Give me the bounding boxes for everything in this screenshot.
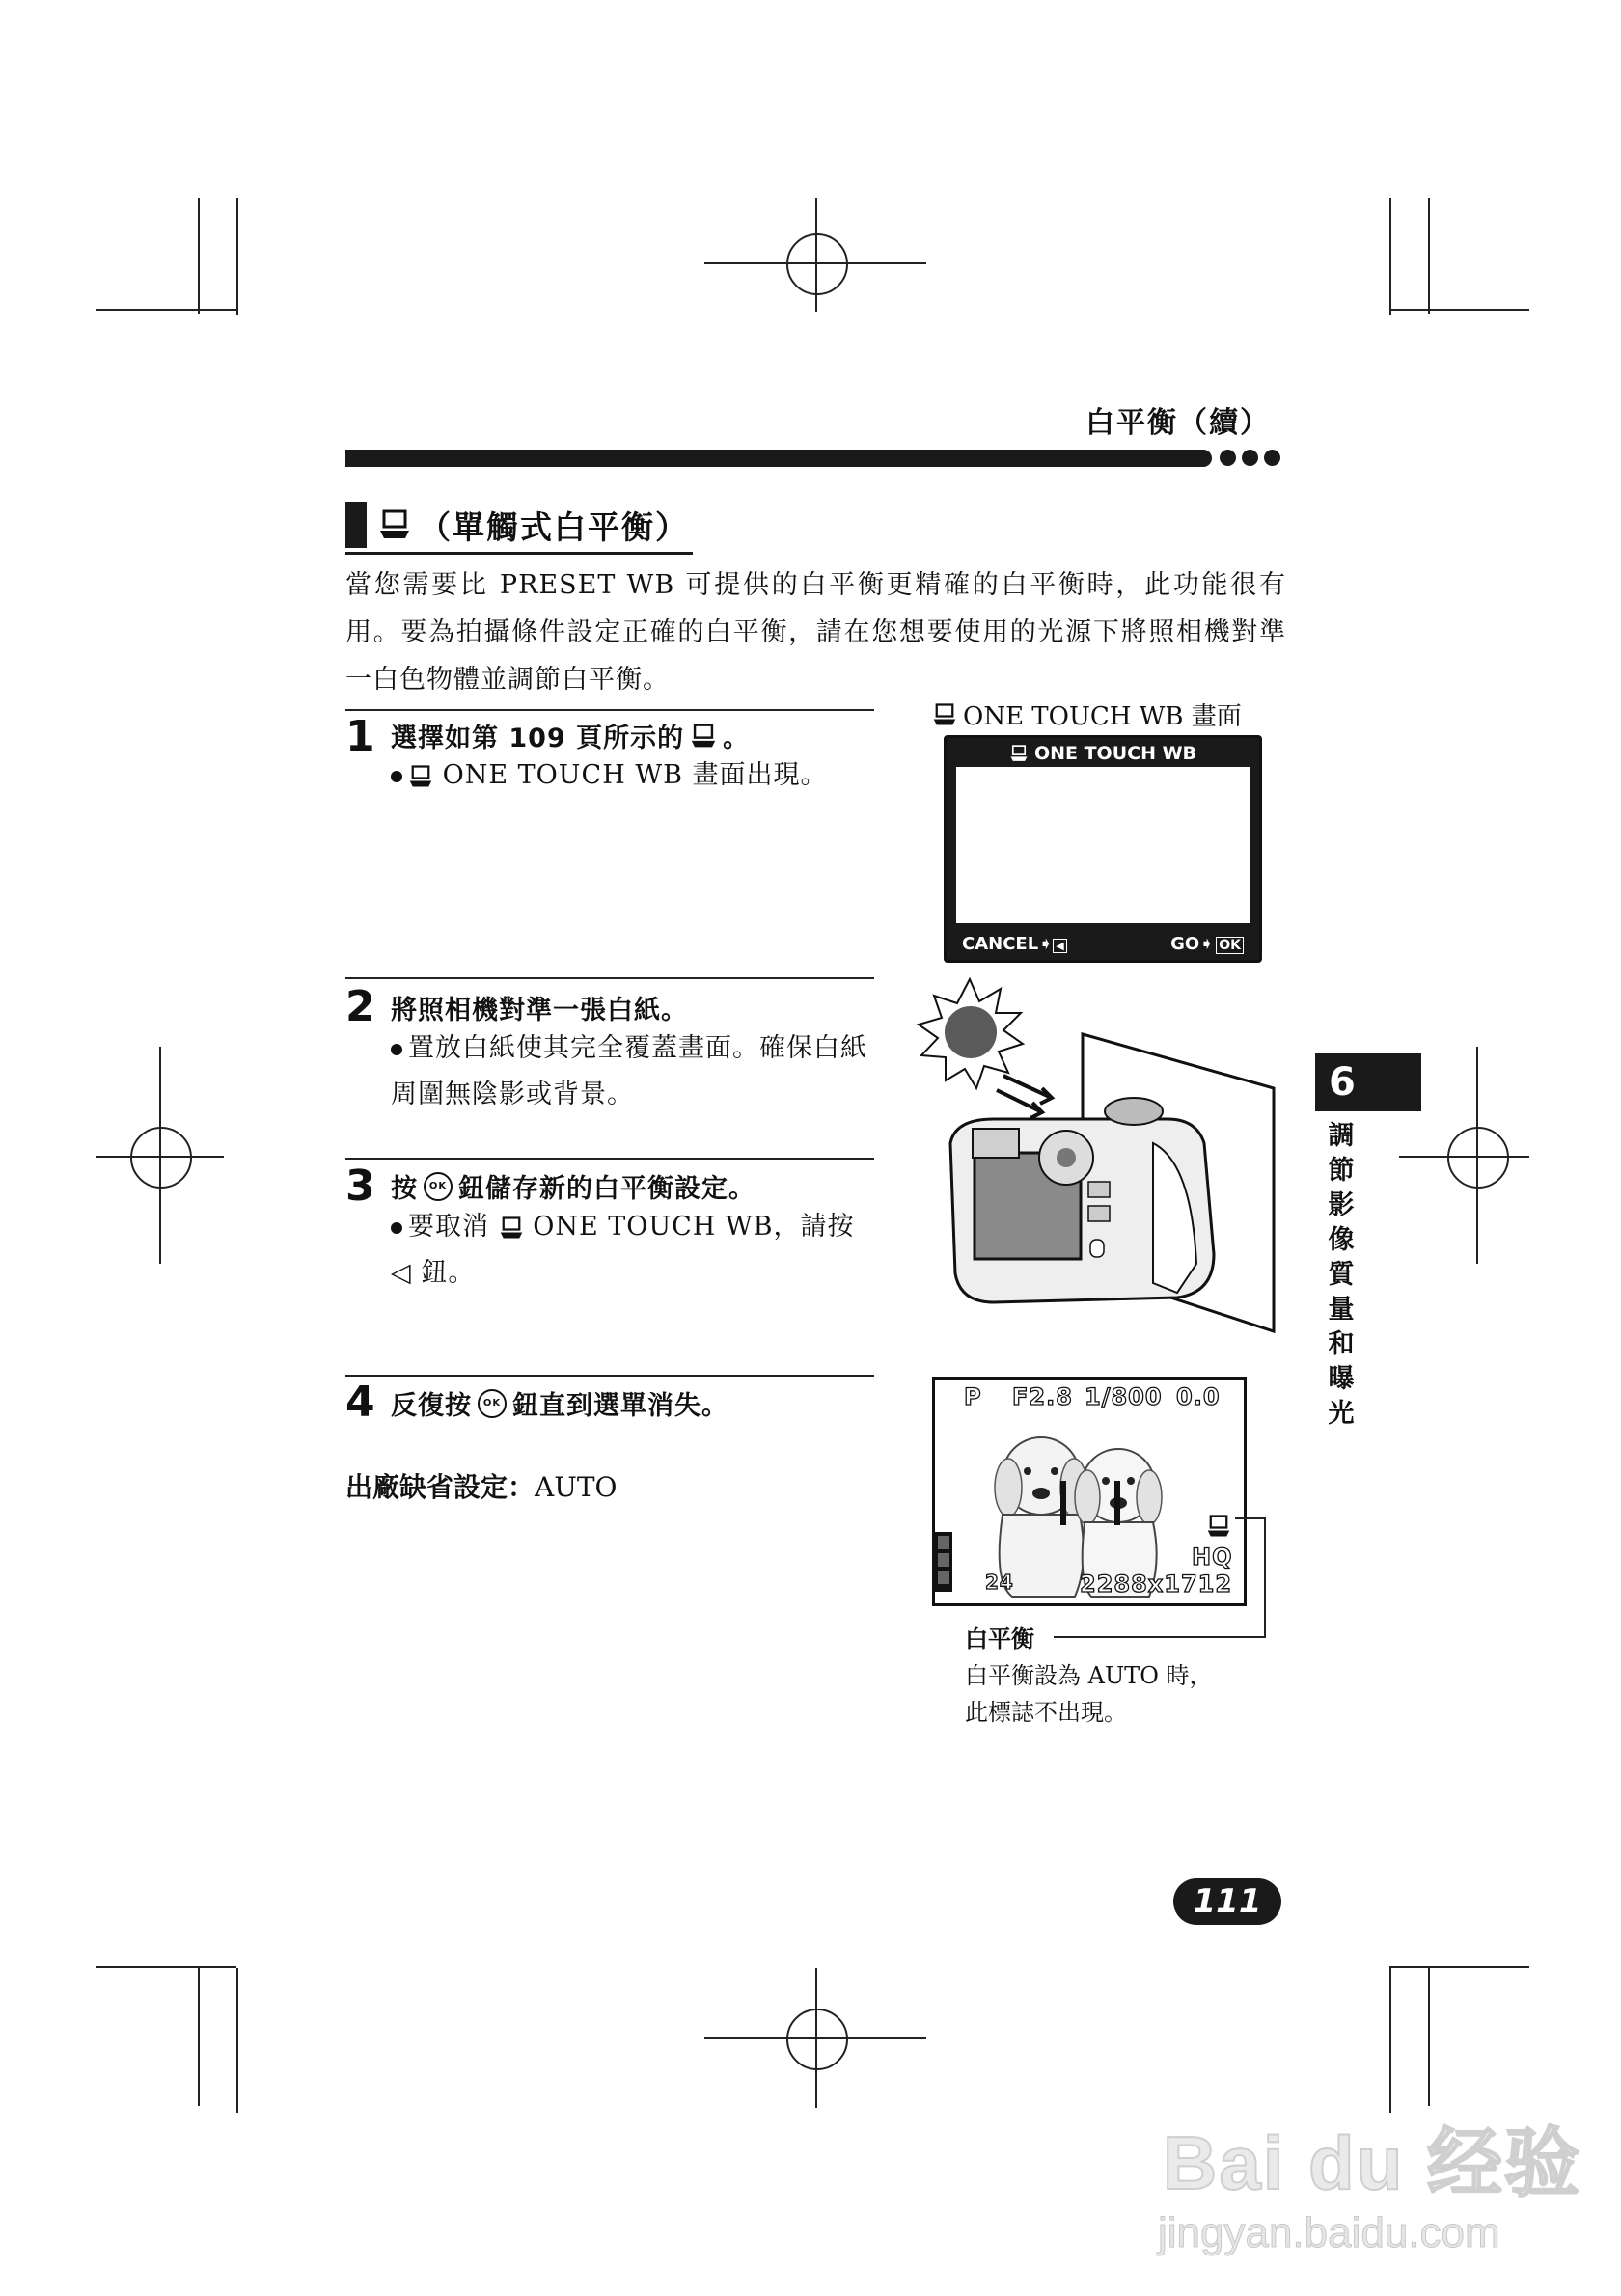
header-dot — [1220, 450, 1236, 466]
step-1-heading-end: 。 — [723, 724, 751, 753]
step-1-body-text: ONE TOUCH WB 畫面出現。 — [442, 760, 828, 790]
step-3-body — [391, 1204, 873, 1297]
osd-shots-remaining: 24 — [985, 1571, 1014, 1594]
ok-box: OK — [1216, 937, 1244, 954]
baidu-watermark-url: jingyan.baidu.com — [1158, 2209, 1500, 2256]
bullet — [391, 1044, 402, 1055]
step-2-body-text: 置放白紙使其完全覆蓋畫面。確保白紙周圍無陰影或背景。 — [391, 1033, 867, 1109]
osd-exposure-comp: 0.0 — [1176, 1383, 1221, 1410]
step-rule — [345, 1375, 874, 1377]
page-number: 111 — [1173, 1878, 1281, 1925]
one-touch-wb-icon — [378, 509, 411, 540]
header-dot — [1242, 450, 1258, 466]
factory-default-label: 出廠缺省設定： — [345, 1471, 536, 1503]
screen-title-bar — [947, 741, 1259, 766]
callout-title: 白平衡 — [965, 1626, 1034, 1653]
callout-text-line-1: 白平衡設為 AUTO 時， — [965, 1662, 1213, 1689]
osd-mode: P — [964, 1383, 982, 1410]
lcd-monitor-screen — [932, 1377, 1247, 1606]
intro-paragraph: 當您需要比 PRESET WB 可提供的白平衡更精確的白平衡時，此功能很有用。要為拍攝條件設定正確的白平衡，請在您想要使用的光源下將照相機對準一白色物體並調節白平衡。 — [345, 570, 1286, 695]
step-2-heading-text: 將照相機對準一張白紙。 — [391, 996, 688, 1025]
camera-white-paper-illustration — [907, 974, 1293, 1370]
figure-1-caption-text: ONE TOUCH WB 畫面 — [963, 702, 1242, 731]
step-rule — [345, 709, 874, 711]
screen-body — [956, 767, 1250, 923]
step-number: 2 — [345, 982, 375, 1031]
figure-1-caption — [932, 697, 1242, 732]
callout-line — [1264, 1517, 1266, 1638]
go-label: GO — [1170, 934, 1200, 954]
one-touch-wb-icon — [499, 1216, 524, 1240]
step-3-heading-end: 鈕儲存新的白平衡設定。 — [458, 1174, 756, 1204]
callout-text-line-2: 此標誌不出現。 — [965, 1699, 1127, 1726]
one-touch-wb-icon — [690, 724, 717, 749]
header-dot — [1264, 450, 1280, 466]
camera-icon — [950, 1098, 1214, 1302]
af-target-mark — [1060, 1481, 1120, 1525]
factory-default — [345, 1466, 617, 1505]
one-touch-wb-icon — [408, 765, 433, 788]
callout-line — [1235, 1517, 1264, 1519]
one-touch-wb-icon — [932, 703, 957, 726]
section-title: （單觸式白平衡） — [419, 507, 689, 546]
baidu-watermark: Bai du 经验 — [1163, 2120, 1582, 2205]
white-balance-callout — [965, 1621, 1213, 1731]
ok-button-icon: OK — [424, 1172, 453, 1201]
go-hint — [1170, 934, 1244, 954]
step-rule — [345, 977, 874, 979]
bullet — [391, 1222, 402, 1234]
step-rule — [345, 1158, 874, 1160]
section-heading — [345, 501, 689, 549]
step-4-heading-end: 鈕直到選單消失。 — [512, 1391, 728, 1421]
step-3-heading-text: 按 — [391, 1174, 418, 1204]
left-button-icon: ◀ — [1053, 939, 1066, 953]
cancel-label: CANCEL — [962, 934, 1039, 954]
osd-aperture: F2.8 — [1012, 1383, 1073, 1410]
arrow-icon: ➧ — [1199, 934, 1215, 954]
step-1-heading-text: 選擇如第 109 頁所示的 — [391, 724, 685, 753]
section-underline — [345, 552, 693, 555]
step-number: 1 — [345, 712, 375, 761]
step-2-heading — [391, 989, 688, 1026]
header-rule — [345, 450, 1212, 467]
chapter-title-vertical: 調節影像質量和曝光 — [1328, 1121, 1355, 1429]
step-1-heading — [391, 717, 750, 754]
step-3-heading — [391, 1167, 756, 1205]
one-touch-wb-icon — [1009, 745, 1029, 762]
one-touch-wb-icon — [1205, 1515, 1232, 1538]
step-3-body-text-a: 要取消 — [408, 1212, 489, 1242]
running-header: 白平衡（續） — [1085, 406, 1271, 440]
factory-default-value: AUTO — [535, 1471, 618, 1503]
step-3-body-text-b: ONE TOUCH WB，請按 ◁ 鈕。 — [391, 1212, 855, 1288]
step-1-body — [391, 752, 873, 799]
osd-resolution: 2288x1712 — [1080, 1571, 1233, 1598]
chapter-number-tab: 6 — [1315, 1053, 1421, 1111]
step-number: 3 — [345, 1162, 375, 1211]
step-number: 4 — [345, 1378, 375, 1427]
step-2-body — [391, 1025, 873, 1118]
step-4-heading — [391, 1384, 728, 1422]
one-touch-wb-screen — [944, 735, 1262, 963]
sun-icon — [919, 979, 1023, 1088]
osd-shutter: 1/800 — [1085, 1383, 1163, 1410]
ok-button-icon: OK — [478, 1389, 507, 1418]
light-arrows-icon — [997, 1076, 1052, 1118]
screen-title: ONE TOUCH WB — [1033, 743, 1197, 764]
bullet — [391, 771, 402, 782]
section-marker — [345, 502, 367, 548]
osd-quality: HQ — [1192, 1544, 1233, 1571]
cancel-hint — [962, 934, 1067, 954]
arrow-icon: ➧ — [1038, 934, 1054, 954]
memory-gauge-icon — [935, 1532, 952, 1592]
step-4-heading-text: 反復按 — [391, 1391, 472, 1421]
